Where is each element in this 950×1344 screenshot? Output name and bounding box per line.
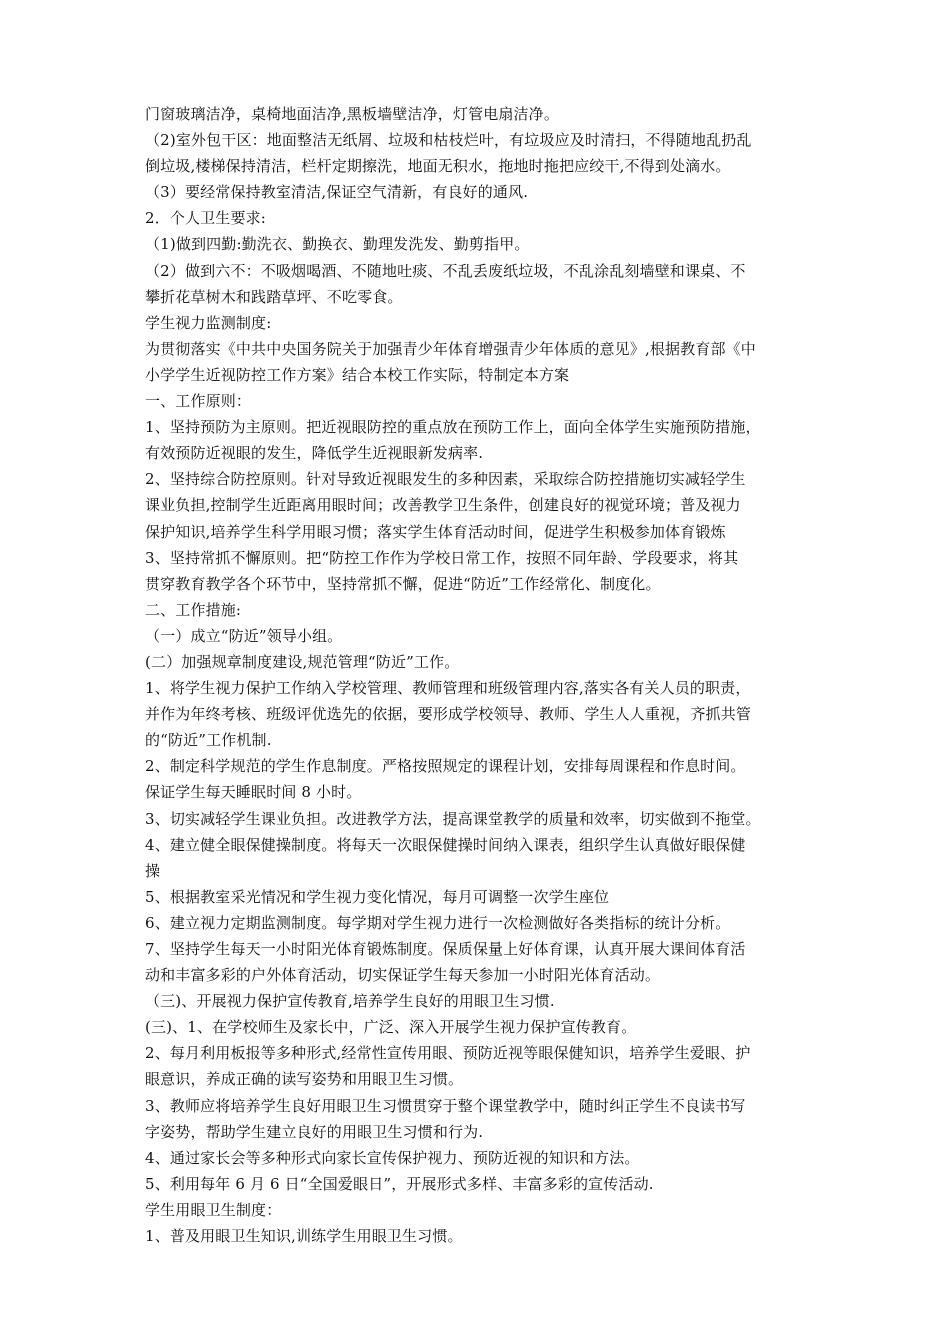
text-line: 2、每月利用板报等多种形式,经常性宣传用眼、预防近视等眼保健知识，培养学生爱眼、护 — [145, 1044, 751, 1063]
text-line: 保证学生每天睡眠时间 8 小时。 — [145, 783, 362, 802]
text-line: 3、教师应将培养学生良好用眼卫生习惯贯穿于整个课堂教学中，随时纠正学生不良读书写 — [145, 1096, 746, 1115]
document-page — [145, 101, 825, 1249]
text-line: 为贯彻落实《中共中央国务院关于加强青少年体育增强青少年体质的意见》,根据教育部《中 — [145, 339, 756, 358]
text-line: 字姿势，帮助学生建立良好的用眼卫生习惯和行为. — [145, 1122, 484, 1141]
text-line: 保护知识,培养学生科学用眼习惯；落实学生体育活动时间，促进学生积极参加体育锻炼 — [145, 522, 726, 541]
text-line: 7、坚持学生每天一小时阳光体育锻炼制度。保质保量上好体育课，认真开展大课间体育活 — [145, 940, 746, 958]
text-line: 1、将学生视力保护工作纳入学校管理、教师管理和班级管理内容,落实各有关人员的职责， — [145, 679, 751, 698]
text-line: 5、利用每年 6 月 6 日“全国爱眼日”，开展形式多样、丰富多彩的宣传活动. — [145, 1174, 654, 1193]
text-line: 倒垃圾,楼梯保持清洁，栏杆定期擦洗，地面无积水，拖地时拖把应绞干,不得到处滴水。 — [145, 157, 731, 176]
text-line: （3）要经常保持教室清洁,保证空气清新，有良好的通风. — [145, 183, 529, 202]
text-line: 贯穿教育教学各个环节中，坚持常抓不懈，促进“防近”工作经常化、制度化。 — [145, 574, 661, 593]
text-line: 2、坚持综合防控原则。针对导致近视眼发生的多种因素，采取综合防控措施切实减轻学生 — [145, 470, 746, 489]
text-line: （一）成立“防近”领导小组。 — [145, 626, 343, 645]
text-line: （1)做到四勤:勤洗衣、勤换衣、勤理发洗发、勤剪指甲。 — [145, 235, 530, 254]
section-heading: 2．个人卫生要求: — [145, 209, 266, 228]
section-heading: 学生用眼卫生制度： — [145, 1200, 282, 1219]
text-line: 小学学生近视防控工作方案》结合本校工作实际，特制定本方案 — [145, 365, 570, 384]
text-line: (三)、1、在学校师生及家长中，广泛、深入开展学生视力保护宣传教育。 — [145, 1018, 637, 1037]
text-line: 6、建立视力定期监测制度。每学期对学生视力进行一次检测做好各类指标的统计分析。 — [145, 913, 731, 932]
text-line: (二）加强规章制度建设,规范管理“防近”工作。 — [145, 652, 460, 671]
text-line: （三)、开展视力保护宣传教育,培养学生良好的用眼卫生习惯. — [145, 992, 555, 1011]
text-line: 4、建立健全眼保健操制度。将每天一次眼保健操时间纳入课表，组织学生认真做好眼保健 — [145, 835, 746, 854]
text-line: 门窗玻璃洁净，桌椅地面洁净,黑板墙壁洁净，灯管电扇洁净。 — [145, 105, 559, 123]
section-heading: 二、工作措施: — [145, 600, 242, 619]
text-line: 攀折花草树木和践踏草坪、不吃零食。 — [145, 287, 403, 306]
text-line: 3、坚持常抓不懈原则。把“防控工作作为学校日常工作，按照不同年龄、学段要求，将其 — [145, 548, 739, 567]
text-line: 眼意识，养成正确的读写姿势和用眼卫生习惯。 — [145, 1070, 464, 1089]
text-line: 4、通过家长会等多种形式向家长宣传保护视力、预防近视的知识和方法。 — [145, 1148, 640, 1167]
section-heading: 学生视力监测制度: — [145, 313, 272, 332]
text-line: （2)室外包干区：地面整洁无纸屑、垃圾和枯枝烂叶，有垃圾应及时清扫，不得随地乱扔乱 — [145, 131, 752, 150]
text-line: 5、根据教室采光情况和学生视力变化情况，每月可调整一次学生座位 — [145, 887, 610, 906]
text-line: 的“防近”工作机制. — [145, 731, 272, 750]
text-line: 并作为年终考核、班级评优选先的依据，要形成学校领导、教师、学生人人重视，齐抓共管 — [145, 705, 752, 724]
text-line: 动和丰富多彩的户外体育活动，切实保证学生每天参加一小时阳光体育活动。 — [145, 966, 661, 985]
text-line: 3、切实减轻学生课业负担。改进教学方法，提高课堂教学的质量和效率，切实做到不拖堂。 — [145, 809, 761, 828]
text-line: 1、普及用眼卫生知识,训练学生用眼卫生习惯。 — [145, 1227, 463, 1246]
text-line: 2、制定科学规范的学生作息制度。严格按照规定的课程计划，安排每周课程和作息时间。 — [145, 757, 746, 776]
text-line: 1、坚持预防为主原则。把近视眼防控的重点放在预防工作上，面向全体学生实施预防措施， — [145, 418, 761, 437]
text-line: 操 — [145, 861, 161, 880]
text-line: 有效预防近视眼的发生，降低学生近视眼新发病率. — [145, 444, 484, 463]
text-line: 课业负担,控制学生近距离用眼时间；改善教学卫生条件，创建良好的视觉环境；普及视力 — [145, 496, 741, 515]
section-heading: 一、工作原则： — [145, 392, 252, 411]
text-line: （2）做到六不：不吸烟喝酒、不随地吐痰、不乱丢废纸垃圾，不乱涂乱刻墙壁和课桌、不 — [145, 261, 746, 280]
